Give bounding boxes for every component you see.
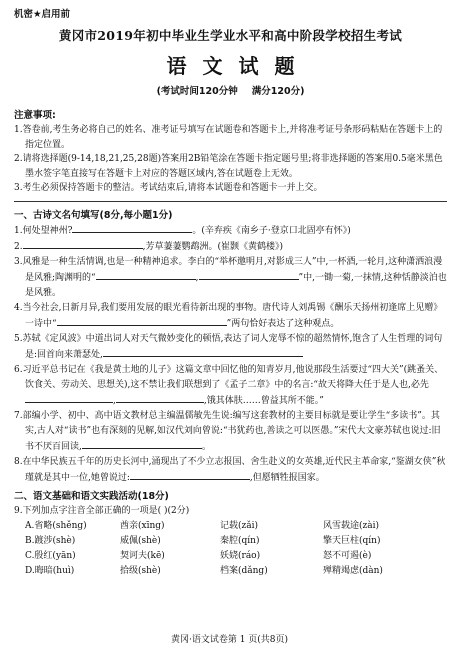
notice-item-2: 2.请将选择题(9-14,18,21,25,28题)答案用2B铅笔涂在答题卡指定题号里;将非选择题的答案用0.5毫米黑色墨水签字笔直接写在答题卡上对应的答题区域内,答在试题卷上无效。	[14, 154, 443, 179]
q4-answer-blank[interactable]	[57, 316, 227, 326]
question-1	[14, 223, 447, 239]
q3-comma: ,	[195, 272, 199, 283]
question-9: 9.下列加点字注音全部正确的一项是( )(2分)	[14, 505, 190, 516]
section-2-heading: 二、语文基础和语文实践活动(18分)	[14, 490, 169, 502]
notice-item-3: 3.考生必须保持答题卡的整洁。考试结束后,请将本试题卷和答题卡一并上交。	[14, 183, 323, 193]
q3-text-end: ”中,一锄一菊,一抹情,这种恬静淡泊也是风雅。	[25, 272, 447, 298]
exam-time: (考试时间120分钟	[156, 86, 238, 97]
q8-text: 8.在中华民族五千年的历史长河中,涌现出了不少立志报国、舍生赴义的女英雄,近代民主革命家,“鉴湖女侠”秋瑾就是其中一位,她曾说过:	[14, 456, 446, 483]
q4-text-end: ”两句恰好表达了这种观点。	[226, 318, 340, 329]
option-a-item-2: 酋亲(xīng)	[120, 520, 165, 531]
option-a-item-1[interactable]: A.省略(shěng)	[25, 520, 87, 531]
option-d-item-3: 档案(dǎng)	[220, 565, 268, 576]
option-a-item-4: 风雪载途(zài)	[323, 520, 380, 531]
q8-answer-blank[interactable]	[130, 470, 250, 480]
option-c-item-2: 契诃夫(kē)	[120, 550, 165, 561]
q3-answer-blank-1[interactable]	[96, 270, 196, 280]
q1-text: 1.何处望神州?	[14, 225, 73, 236]
q8-text-end: ,但愿牺牲报国家。	[249, 472, 325, 483]
option-a-item-3: 记载(zǎi)	[220, 520, 259, 531]
option-c-item-4: 怒不可遏(è)	[323, 550, 372, 561]
q2-text: ,芳草萋萋鹦鹉洲。(崔颢《黄鹤楼》)	[142, 241, 283, 252]
option-d-item-2: 拾级(shè)	[120, 565, 161, 576]
option-b-item-3: 秦腔(qín)	[220, 535, 260, 546]
notice-item-1: 1.答卷前,考生务必将自己的姓名、准考证号填写在试题卷和答题卡上,并将准考证号条形码粘贴在答题卡上的指定位置。	[14, 125, 443, 150]
question-8	[14, 455, 447, 486]
full-score: 满分120分)	[251, 86, 305, 97]
question-9-options	[14, 519, 447, 579]
q3-text: 3.风雅是一种生活情调,也是一种精神追求。李白的“举杯邀明月,对影成三人”中,一杯酒,一轮月,这种潇洒浪漫是风雅;陶渊明的“	[14, 256, 443, 283]
q6-comma: ,	[113, 395, 116, 406]
question-6	[14, 363, 447, 409]
q6-text-end: ,饿其体肤……曾益其所不能。”	[203, 395, 324, 406]
option-c-item-3: 妖娆(ráo)	[220, 550, 261, 561]
option-d-item-1[interactable]: D.晦暗(huì)	[25, 565, 75, 576]
option-b-item-1[interactable]: B.踱涉(shè)	[25, 535, 76, 546]
question-5	[14, 332, 447, 363]
section-1-heading: 一、古诗文名句填写(8分,每小题1分)	[14, 209, 173, 221]
subject-title: 语文试题	[166, 54, 311, 78]
exam-info	[14, 83, 447, 97]
secret-label: 机密★启用前	[14, 9, 71, 20]
option-b-item-4: 擎天巨柱(qín)	[323, 535, 381, 546]
option-c-item-1[interactable]: C.殷红(yān)	[25, 550, 76, 561]
q2-answer-blank[interactable]	[23, 239, 143, 249]
question-2	[14, 239, 447, 255]
q4-text: 4.当今社会,日新月异,我们要用发展的眼光看待新出现的事物。唐代诗人刘禹锡《酬乐天扬州初逢席上见赠》一诗中“	[14, 302, 443, 329]
q7-text: 7.部编小学、初中、高中语文教材总主编温儒敏先生说:编写这套教材的主要目标就是要让学生“多读书”。其实,古人对“读书”也有深刻的见解,如汉代刘向曾说:“书犹药也,善读之可以医愚。”宋代大文豪苏轼也说过:旧书不厌百回读,	[14, 410, 441, 452]
option-b-item-2: 威佩(shè)	[120, 535, 161, 546]
q3-answer-blank-2[interactable]	[199, 270, 299, 280]
q7-period: 。	[201, 441, 211, 452]
q6-text: 6.习近平总书记在《我是黄土地的儿子》这篇文章中回忆他的知青岁月,他说那段生活要过“四大关”(跳蚤关、饮食关、劳动关、思想关),这不禁让我们联想到了《孟子二章》中的名言:“故天将降大任于是人也,必先	[14, 364, 444, 390]
q5-text: 5.苏轼《定风波》中道出词人对天气微妙变化的顿悟,表达了词人宠辱不惊的超然情怀,饱含了人生哲理的词句是:回首向来萧瑟处,	[14, 333, 443, 360]
question-4	[14, 301, 447, 332]
q1-answer-blank[interactable]	[72, 223, 192, 233]
page-footer: 黄冈·语文试卷第 1 页(共8页)	[170, 635, 289, 645]
q1-source: 。(辛弃疾《南乡子·登京口北固亭有怀》)	[192, 225, 351, 236]
question-7	[14, 409, 447, 455]
q2-number: 2.	[14, 241, 23, 252]
q6-answer-blank-2[interactable]	[116, 393, 204, 403]
q5-answer-blank[interactable]	[103, 347, 303, 357]
q6-answer-blank-1[interactable]	[25, 393, 113, 403]
option-d-item-4: 殚精竭虑(dàn)	[323, 565, 383, 576]
notice-heading: 注意事项:	[14, 110, 56, 121]
section-divider	[14, 201, 447, 202]
q7-answer-blank[interactable]	[82, 439, 202, 449]
question-3	[14, 255, 447, 301]
main-title: 黄冈市2019年初中毕业生学业水平和高中阶段学校招生考试	[58, 28, 403, 43]
